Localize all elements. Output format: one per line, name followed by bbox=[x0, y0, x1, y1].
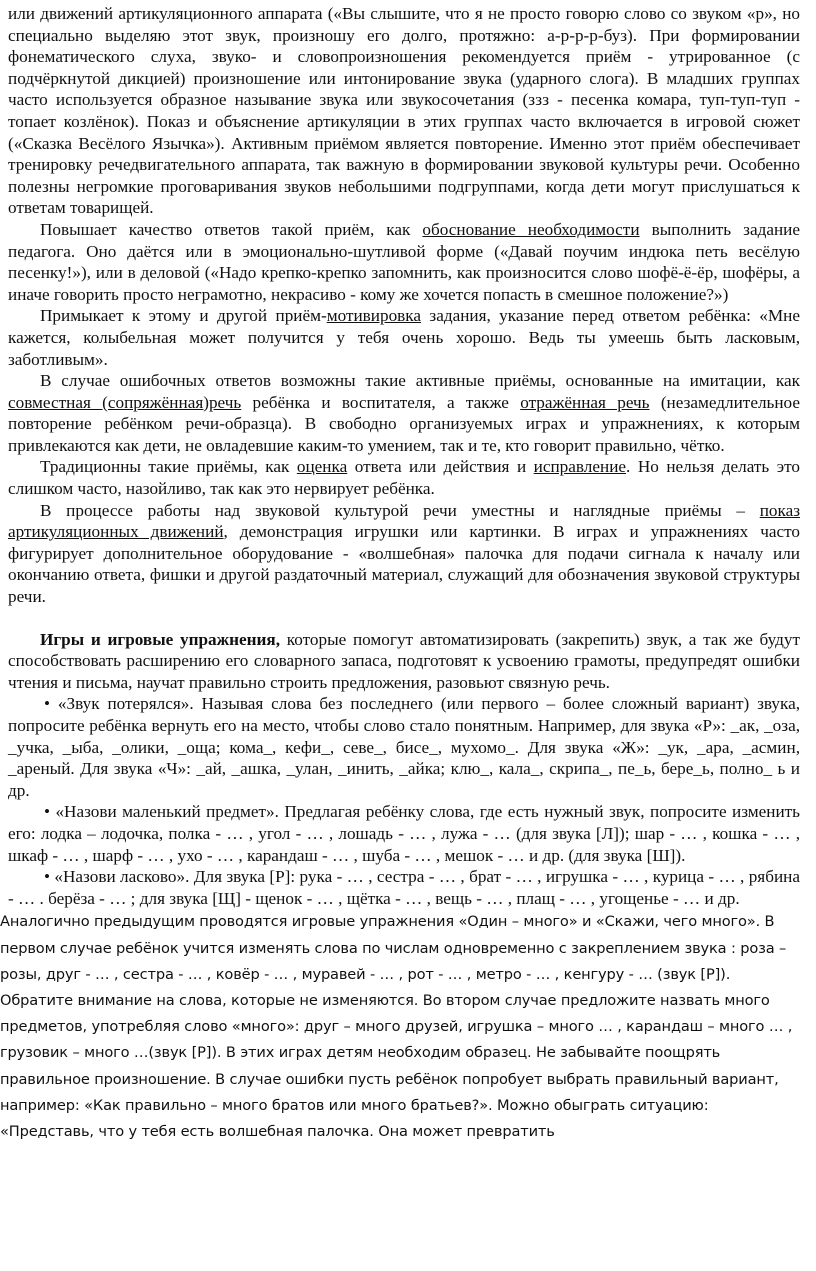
paragraph-motivation bbox=[0, 305, 800, 370]
text-run: В случае ошибочных ответов возможны такие активные приёмы, основанные на имитации, как bbox=[40, 371, 800, 391]
underlined-term: совместная (сопряжённая)речь bbox=[8, 392, 242, 412]
paragraph-text: Аналогично предыдущим проводятся игровые упражнения «Один – много» и «Скажи, чего много». В первом случае ребёнок учится изменять слова по числам одновременно с закреплением звука : роза – розы, друг - … , сестра - … , ковёр - … , муравей - … , рот - … , метро - … , кенгуру - … (звук [Р]). Обратите внимание на слова, которые не изменяются. Во втором случае предложите назвать много предметов, употребляя слово «много»: друг – много друзей, игрушка – много … , карандаш – много … , грузовик – много …(звук [Р]). В этих играх детям необходим образец. Не забывайте поощрять правильное произношение. В случае ошибки пусть ребёнок попробует выбрать правильный вариант, например: «Как правильно – много братов или много братьев?». Можно обыграть ситуацию: «Представь, что у тебя есть волшебная палочка. Она может превратить bbox=[0, 913, 793, 1140]
text-run: которые помогут автоматизировать (закрепить) звук, а так же будут способствовать расширению его словарного запаса, подготовят к усвоению грамоты, предупредят ошибки чтения и письма, научат правильно строить предложения, разовьют связную речь. bbox=[8, 629, 800, 692]
paragraph-imitation bbox=[0, 370, 800, 456]
list-item-text: «Звук потерялся». Называя слова без последнего (или первого – более сложный вариант) звука, попросите ребёнка вернуть его на место, чтобы слово стало понятным. Например, для звука «Р»: _ак, _оза, _учка, _ыба, _олики, _оща; кома_, кефи_, севе_, бисе_, мухомо_. Для звука «Ж»: _ук, _ара, _асмин, _ареный. Для звука «Ч»: _ай, _ашка, _улан, _инить, _айка; клю_, кала_, скрипа_, пе_ь, бере_ь, полно_ ь и др. bbox=[8, 694, 800, 800]
list-item-sound-lost bbox=[0, 693, 800, 801]
bullet-icon: • bbox=[44, 802, 51, 822]
text-run: ответа или действия и bbox=[347, 457, 534, 477]
text-column bbox=[0, 3, 800, 1145]
bullet-icon: • bbox=[44, 694, 51, 714]
bullet-icon: • bbox=[44, 867, 51, 887]
list-item-text: «Назови маленький предмет». Предлагая ребёнку слова, где есть нужный звук, попросите изменить его: лодка – лодочка, полка - … , угол - … , лошадь - … , лужа - … (для звука [Л]); шар - … , кошка - … , шкаф - … , шарф - … , ухо - … , карандаш - … , шуба - … , мешок - … и др. (для звука [Ш]). bbox=[8, 802, 800, 865]
paragraph-text: или движений артикуляционного аппарата («Вы слышите, что я не просто говорю слово со звуком «р», но специально выделяю этот звук, произношу его долго, протяжно: а-р-р-р-буз). При формировании фонематического слуха, звуко- и словопроизношения рекомендуется приём - утрированное (с подчёркнутой дикцией) произношение или интонирование звука (ударного слога). В младших группах часто используется образное называние звука или звукосочетания (ззз - песенка комара, туп-туп-туп - топает козлёнок). Показ и объяснение артикуляции в этих группах часто включается в игровой сюжет («Сказка Весёлого Язычка»). Активным приёмом является повторение. Именно этот приём обеспечивает тренировку речедвигательного аппарата, так важную в формировании звуковой культуры речи. Особенно полезны негромкие проговаривания звуков небольшими подгруппами, когда дети могут прислушаться к ответам товарищей. bbox=[8, 4, 800, 218]
underlined-term: оценка bbox=[296, 457, 348, 477]
text-run: Примыкает к этому и другой приём- bbox=[40, 306, 327, 326]
text-run: ребёнка и воспитателя, а также bbox=[241, 392, 521, 412]
list-item-affectionate bbox=[0, 866, 800, 909]
text-run: . Но нельзя делать это слишком часто, назойливо, так как это нервирует ребёнка. bbox=[8, 457, 800, 499]
text-run: выполнить задание педагога. Оно даётся или в эмоционально-шутливой форме («Давай поучим индюка петь весёлую песенку!»), или в деловой («Надо крепко-крепко запомнить, как произносится слово шофё-ё-ёр, шофёры, а иначе говорить просто неграмотно, некрасиво - кому же хочется попасть в смешное положение?») bbox=[8, 219, 800, 304]
text-run: , демонстрация игрушки или картинки. В играх и упражнениях часто фигурирует дополнительное оборудование - «волшебная» палочка для подачи сигнала к началу или окончанию ответа, фишки и другой раздаточный материал, служащий для обозначения звуковой структуры речи. bbox=[8, 522, 800, 607]
text-run: Традиционны такие приёмы, как bbox=[40, 457, 297, 477]
list-item-small-object bbox=[0, 801, 800, 866]
bold-heading: Игры и игровые упражнения, bbox=[40, 629, 281, 649]
underlined-term: исправление bbox=[533, 457, 627, 477]
underlined-term: мотивировка bbox=[326, 306, 422, 326]
underlined-term: показ артикуляционных движений bbox=[8, 500, 800, 542]
text-run: задания, указание перед ответом ребёнка: «Мне кажется, колыбельная может получится у тебя очень хорошо. Ведь ты умеешь быть ласковым, заботливым». bbox=[8, 306, 800, 369]
paragraph-games bbox=[0, 629, 800, 694]
text-run: Повышает качество ответов такой приём, как bbox=[40, 219, 423, 239]
text-run: В процессе работы над звуковой культурой речи уместны и наглядные приёмы – bbox=[40, 500, 760, 520]
paragraph-evaluation bbox=[0, 456, 800, 499]
underlined-term: отражённая речь bbox=[520, 392, 650, 412]
paragraph-justification bbox=[0, 219, 800, 305]
paragraph-visual bbox=[0, 500, 800, 608]
text-run: (незамедлительное повторение ребёнком речи-образца). В свободно организуемых играх и упражнениях, к которым привлекаются как дети, не овладевшие каким-то умением, так и те, кто говорит правильно, чётко. bbox=[8, 392, 800, 455]
spacer bbox=[0, 608, 800, 629]
list-item-text: «Назови ласково». Для звука [Р]: рука - … , сестра - … , брат - … , игрушка - … , курица - … , рябина - … . берёза - … ; для звука [Щ] - щенок - … , щётка - … , вещь - … , плащ - … , угощенье - … и др. bbox=[8, 867, 800, 908]
underlined-term: обоснование необходимости bbox=[422, 219, 640, 239]
paragraph-one-many bbox=[0, 909, 800, 1145]
paragraph-articulation bbox=[0, 3, 800, 219]
